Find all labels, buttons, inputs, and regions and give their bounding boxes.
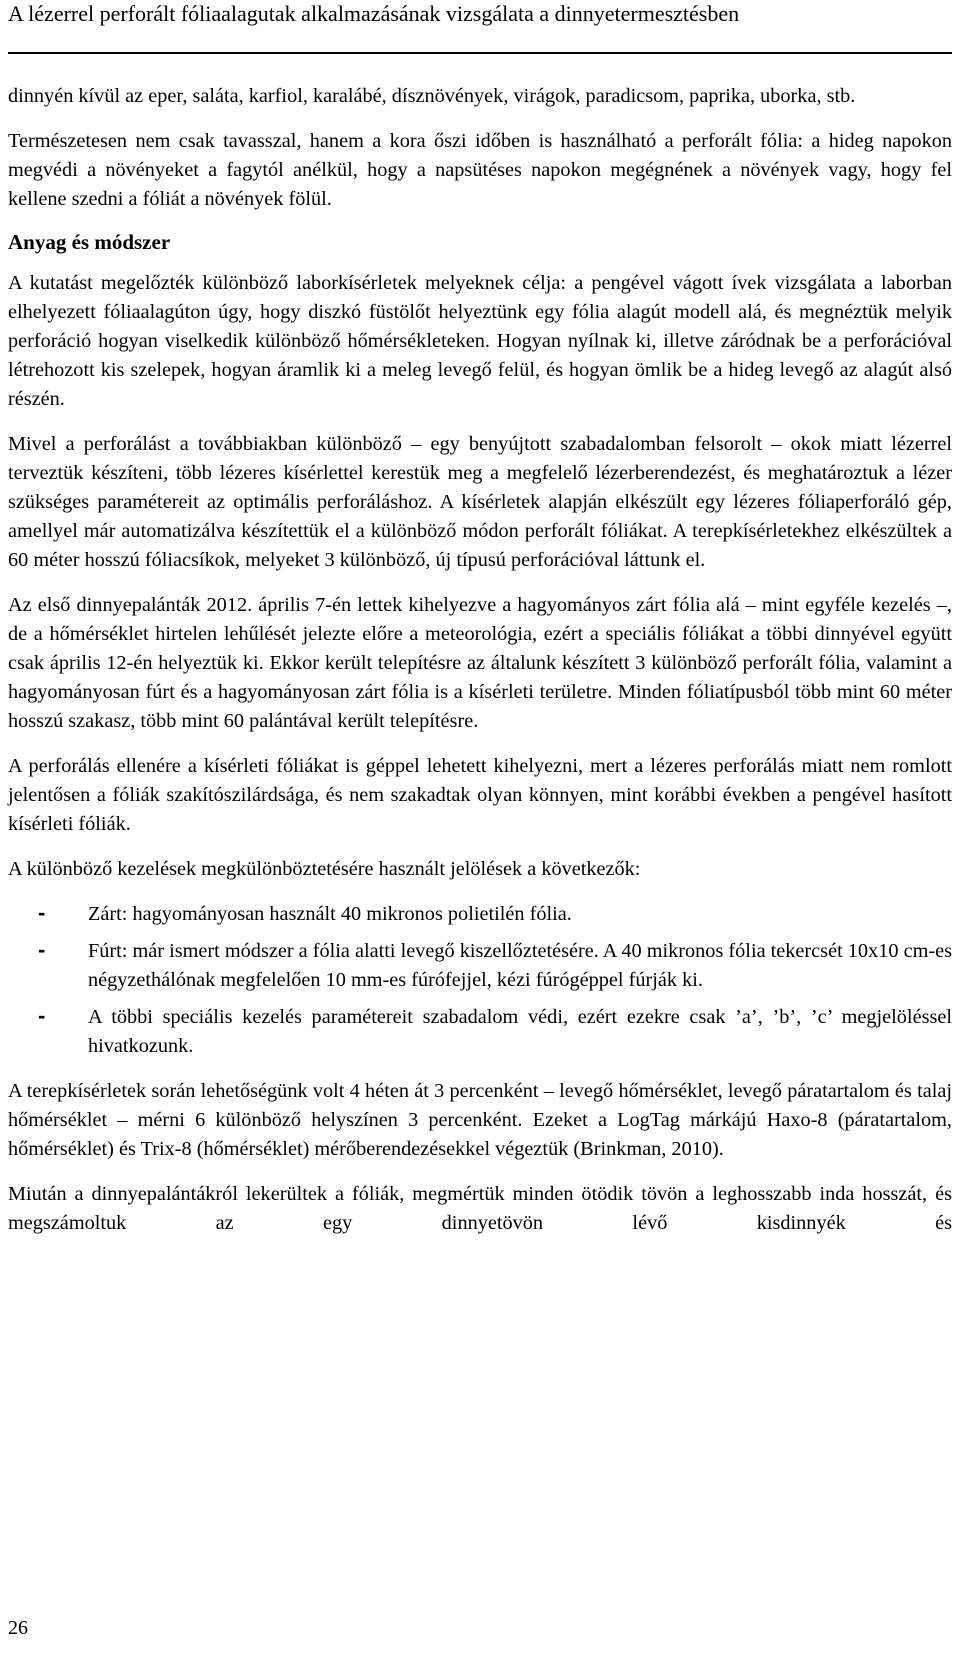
document-body xyxy=(8,82,952,1254)
header-rule xyxy=(8,52,952,54)
running-header: A lézerrel perforált fóliaalagutak alkalmazásának vizsgálata a dinnyetermesztésben xyxy=(8,1,740,26)
list-item xyxy=(8,1003,952,1061)
paragraph: A terepkísérletek során lehetőségünk volt 4 héten át 3 percenként – levegő hőmérséklet, levegő páratartalom és talaj hőmérséklet – mérni 6 különböző helyszínen 3 percenként. Ezeket a LogTag márkájú Haxo-8 (páratartalom, hőmérséklet) és Trix-8 (hőmérséklet) mérőberendezésekkel végeztük (Brinkman, 2010). xyxy=(8,1080,952,1160)
paragraph: dinnyén kívül az eper, saláta, karfiol, karalábé, dísznövények, virágok, paradicsom, paprika, uborka, stb. xyxy=(8,85,856,107)
list-marker: - xyxy=(38,900,46,925)
paragraph: Természetesen nem csak tavasszal, hanem a kora őszi időben is használható a perforált fólia: a hideg napokon megvédi a növényeket a fagytól anélkül, hogy a napsütéses napokon megégnének a növények vagy, hogy fel kellene szedni a fóliát a növények fölül. xyxy=(8,130,952,210)
list-marker: - xyxy=(38,1003,46,1028)
list-item xyxy=(8,937,952,995)
list-item xyxy=(8,900,952,929)
paragraph: Az első dinnyepalánták 2012. április 7-én lettek kihelyezve a hagyományos zárt fólia alá – mint egyféle kezelés –, de a hőmérséklet hirtelen lehűlését jelezte előre a meteorológia, ezért a speciális fóliákat a többi dinnyével együtt csak április 12-én helyeztük ki. Ekkor került telepítésre az általunk készített 3 különböző perforált fólia, valamint a hagyományosan fúrt és a hagyományosan zárt fólia is a kísérleti területre. Minden fóliatípusból több mint 60 méter hosszú szakasz, több mint 60 palántával került telepítésre. xyxy=(8,594,952,732)
section-heading: Anyag és módszer xyxy=(8,230,171,254)
treatment-list xyxy=(8,900,952,1061)
list-item-text: Zárt: hagyományosan használt 40 mikronos polietilén fólia. xyxy=(88,903,572,925)
paragraph: Mivel a perforálást a továbbiakban különböző – egy benyújtott szabadalomban felsorolt – okok miatt lézerrel terveztük készíteni, több lézeres kísérlettel kerestük meg a megfelelő lézerberendezést, és meghatároztuk a lézer szükséges paramétereit az optimális perforáláshoz. A kísérletek alapján elkészült egy lézeres fóliaperforáló gép, amellyel már automatizálva készítettük el a különböző módon perforált fóliákat. A terepkísérletekhez elkészültek a 60 méter hosszú fóliacsíkok, melyeket 3 különböző, új típusú perforációval láttunk el. xyxy=(8,433,952,571)
paragraph: A kutatást megelőzték különböző laborkísérletek melyeknek célja: a pengével vágott ívek vizsgálata a laborban elhelyezett fóliaalagúton úgy, hogy diszkó füstölőt helyeztünk egy fólia alagút modell alá, és megnéztük melyik perforáció hogyan viselkedik különböző hőmérsékleteken. Hogyan nyílnak ki, illetve záródnak be a perforációval létrehozott kis szelepek, hogyan áramlik ki a meleg levegő felül, és hogyan ömlik be a hideg levegő az alagút alsó részén. xyxy=(8,272,952,410)
paragraph: Miután a dinnyepalántákról lekerültek a fóliák, megmértük minden ötödik tövön a leghosszabb inda hosszát, és megszámoltuk az egy dinnyetövön lévő kisdinnyék és xyxy=(8,1183,952,1234)
paragraph: A perforálás ellenére a kísérleti fóliákat is géppel lehetett kihelyezni, mert a lézeres perforálás miatt nem romlott jelentősen a fóliák szakítószilárdsága, és nem szakadtak olyan könnyen, mint korábbi években a pengével hasított kísérleti fóliák. xyxy=(8,755,952,835)
list-item-text: Fúrt: már ismert módszer a fólia alatti levegő kiszellőztetésére. A 40 mikronos fólia tekercsét 10x10 cm-es négyzethálónak megfelelően 10 mm-es fúrófejjel, kézi fúrógéppel fúrják ki. xyxy=(88,940,952,991)
list-item-text: A többi speciális kezelés paramétereit szabadalom védi, ezért ezekre csak ’a’, ’b’, ’c’ megjelöléssel hivatkozunk. xyxy=(88,1006,952,1057)
paragraph: A különböző kezelések megkülönböztetésére használt jelölések a következők: xyxy=(8,858,641,880)
list-marker: - xyxy=(38,937,46,962)
page-number: 26 xyxy=(8,1617,28,1639)
